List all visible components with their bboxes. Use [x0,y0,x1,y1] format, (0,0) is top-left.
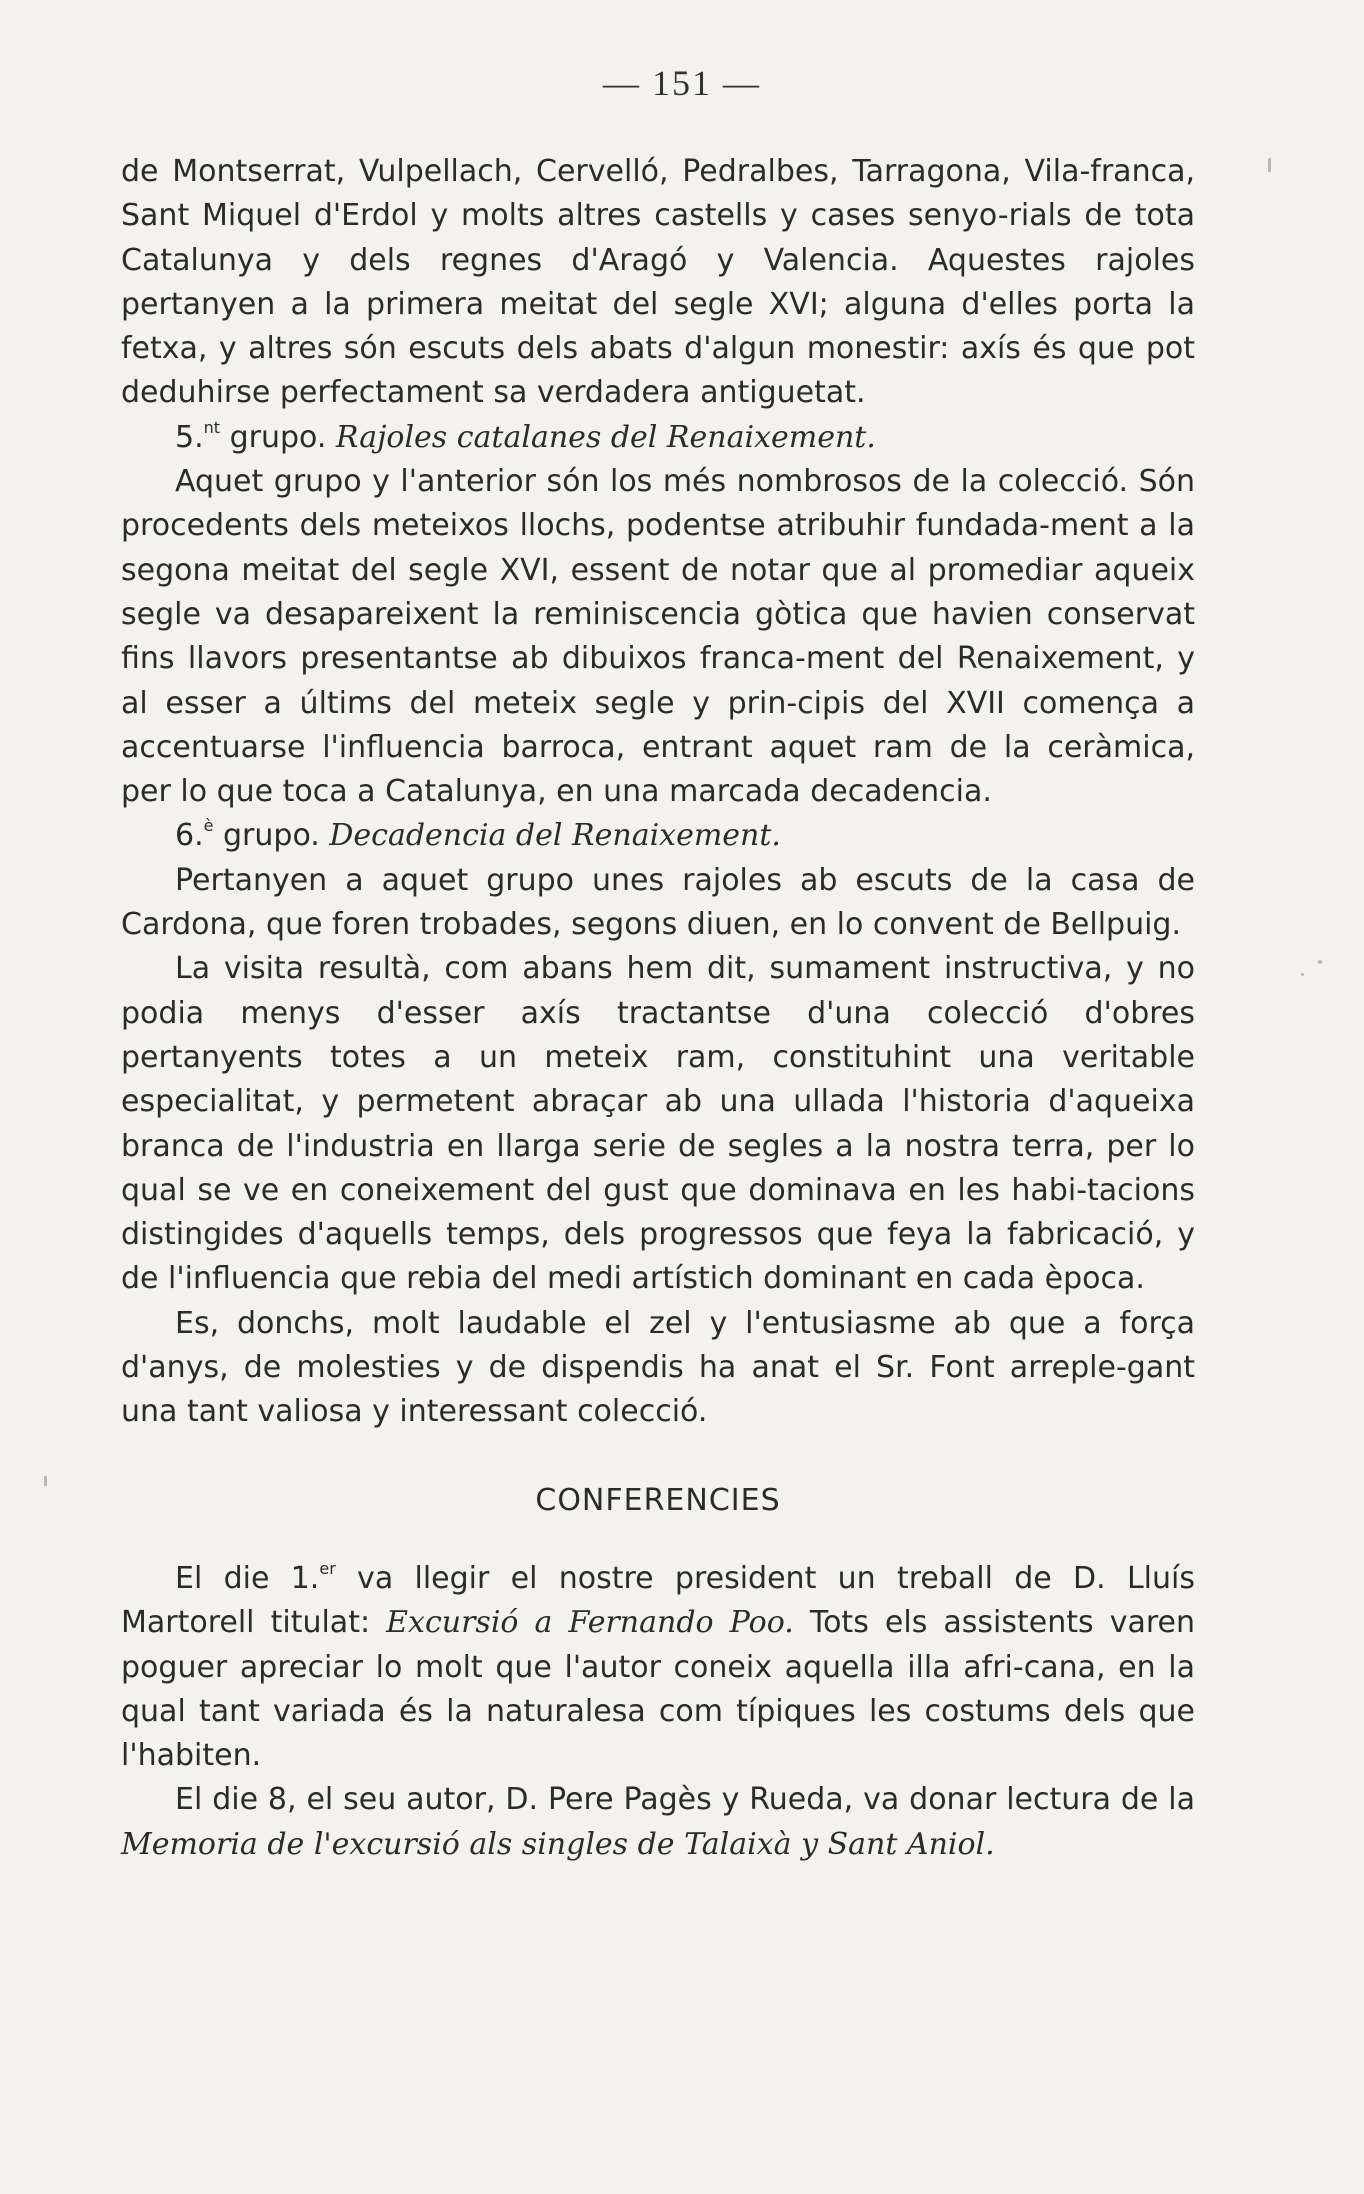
conference-title: Excursió a Fernando Poo. [386,1605,794,1641]
paper-speck [44,1476,47,1486]
conference-title: Memoria de l'excursió als singles de Talaixà y Sant Aniol. [121,1826,995,1862]
conference-text: El die 1. [175,1560,320,1596]
conference-text: El die 8, el seu autor, D. Pere Pagès y Rueda, va donar lectura de la [175,1782,1195,1818]
paper-speck [1268,158,1271,172]
group-title: Rajoles catalanes del Renaixement. [335,419,876,455]
body-text [121,150,1195,1867]
ordinal-suffix: er [319,1558,336,1578]
paragraph-text: Aquet grupo y l'anterior són los més nombrosos de la colecció. Són procedents dels meteixos llochs, podentse atribuhir fundada-ment a la segona meitat del segle XVI, essent de notar que al promediar aqueix segle va desapareixent la reminiscencia gòtica que havien conservat fins llavors presentantse ab dibuixos franca-ment del Renaixement, y al esser a últims del meteix segle y prin-cipis del XVII comença a accentuarse l'influencia barroca, entrant aquet ram de la ceràmica, per lo que toca a Catalunya, en una marcada decadencia. [121,464,1195,810]
paragraph-text: de Montserrat, Vulpellach, Cervelló, Pedralbes, Tarragona, Vila-franca, Sant Miquel d'Erdol y molts altres castells y cases senyo-rials de tota Catalunya y dels regnes d'Aragó y Valencia. Aquestes rajoles pertanyen a la primera meitat del segle XVI; alguna d'elles porta la fetxa, y altres són escuts dels abats d'algun monestir: axís és que pot deduhirse perfectament sa verdadera antiguetat. [121,154,1195,411]
group-ordinal-suffix: nt [203,417,221,437]
paragraph-text: Pertanyen a aquet grupo unes rajoles ab escuts de la casa de Cardona, que foren trobades, segons diuen, en lo convent de Bellpuig. [121,862,1195,943]
group-title: Decadencia del Renaixement. [329,818,781,854]
paragraph [121,947,1195,1301]
paragraph-text: La visita resultà, com abans hem dit, sumament instructiva, y no podia menys d'esser axís tractantse d'una colecció d'obres pertanyents totes a un meteix ram, constituhint una veritable especialitat, y permetent abraçar ab una ullada l'historia d'aqueixa branca de l'industria en llarga serie de segles a la nostra terra, per lo qual se ve en coneixement del gust que dominava en les habi-tacions distingides d'aquells temps, dels progressos que feya la fabricació, y de l'influencia que rebia del medi artístich dominant en cada època. [121,951,1195,1297]
paragraph [121,859,1195,948]
group-number: 6. [175,818,204,854]
conference-text: Tots els assistents varen poguer apreciar lo molt que l'autor coneix aquella illa afri-cana, en la qual tant variada és la naturalesa com típiques les costums dels que l'habiten. [121,1605,1195,1774]
paragraph-continuation [121,150,1195,416]
paragraph [121,1302,1195,1435]
paragraph-text: Es, donchs, molt laudable el zel y l'entusiasme ab que a força d'anys, de molesties y de dispendis ha anat el Sr. Font arreple-gant una tant valiosa y interessant colecció. [121,1305,1195,1430]
conference-paragraph [121,1557,1195,1778]
conference-text: va llegir el nostre president un treball de D. Lluís Martorell titulat: [121,1560,1195,1641]
paper-speck [1318,960,1322,964]
paper-speck [1301,973,1304,976]
paragraph [121,460,1195,814]
section-heading-group-6 [121,814,1195,858]
section-heading-group-5 [121,416,1195,460]
page-number: — 151 — [603,63,761,103]
section-heading: CONFERENCIES [535,1482,781,1518]
group-number: 5. [175,419,204,455]
group-ordinal-suffix: è [203,816,214,836]
conference-paragraph [121,1778,1195,1867]
group-word: grupo. [220,419,336,455]
group-word: grupo. [213,818,330,854]
